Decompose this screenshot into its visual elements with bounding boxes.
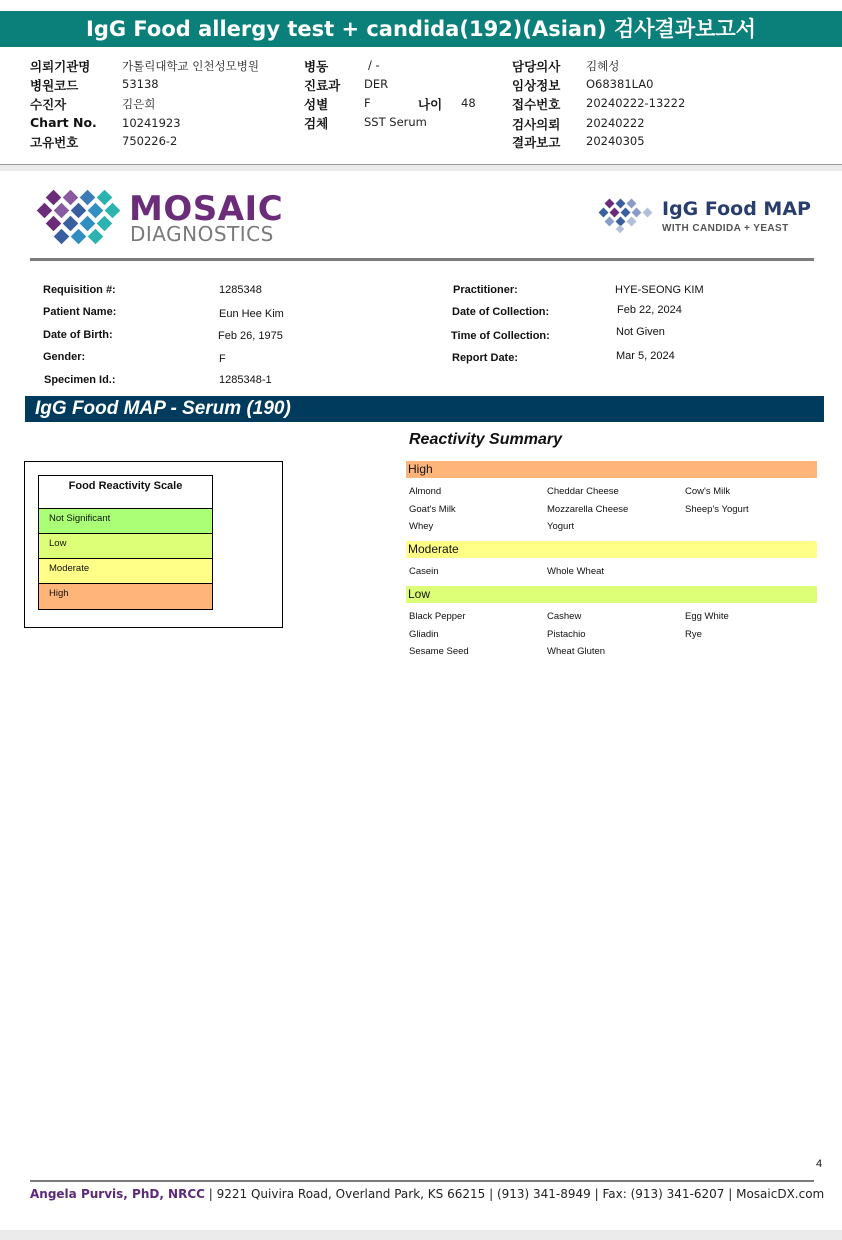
mosaic-diamond-logo-icon	[34, 190, 130, 246]
specimen-id-label: Specimen Id.:	[44, 374, 116, 386]
high-band: High	[406, 461, 817, 478]
kr-value-doctor: 김혜성	[586, 59, 620, 73]
kr-value-hospital-code: 53138	[122, 77, 159, 91]
kr-label-receipt-no: 접수번호	[512, 97, 561, 112]
food-item-low: Sesame Seed	[409, 646, 469, 657]
section-title-bar: IgG Food MAP - Serum (190)	[25, 396, 824, 422]
gender-label: Gender:	[43, 351, 86, 363]
kr-label-doctor: 담당의사	[512, 59, 561, 74]
kr-value-receipt-no: 20240222-13222	[586, 96, 686, 110]
candida-yeast-logo-text: WITH CANDIDA + YEAST	[662, 223, 789, 234]
moderate-band: Moderate	[406, 541, 817, 558]
kr-value-report-date: 20240305	[586, 134, 645, 148]
collection-time-value: Not Given	[616, 326, 665, 338]
collection-date-label: Date of Collection:	[452, 306, 550, 318]
kr-label-department: 진료과	[304, 78, 341, 93]
food-item-high: Goat's Milk	[409, 504, 456, 515]
food-item-low: Pistachio	[547, 629, 586, 640]
food-item-high: Cheddar Cheese	[547, 486, 619, 497]
kr-value-unique-no: 750226-2	[122, 134, 178, 148]
kr-label-institution: 의뢰기관명	[30, 59, 91, 74]
gender-value: F	[219, 353, 226, 365]
page-bottom-band	[0, 1230, 842, 1240]
kr-label-ward: 병동	[304, 59, 329, 74]
practitioner-label: Practitioner:	[453, 284, 518, 296]
food-item-low: Gliadin	[409, 629, 439, 640]
header-rule	[30, 258, 814, 261]
page-number: 4	[816, 1158, 823, 1170]
patient-name-label: Patient Name:	[43, 306, 117, 318]
kr-label-specimen: 검체	[304, 116, 329, 131]
kr-value-request-date: 20240222	[586, 116, 645, 130]
footer-contact	[30, 1187, 825, 1201]
food-item-moderate: Casein	[409, 566, 439, 577]
igg-diamond-logo-icon	[596, 198, 658, 234]
kr-label-unique-no: 고유번호	[30, 135, 79, 150]
diagnostics-logo-text: DIAGNOSTICS	[130, 222, 274, 246]
food-item-low: Rye	[685, 629, 702, 640]
mosaic-logo-text: MOSAIC	[129, 189, 284, 229]
reactivity-scale-table	[38, 475, 213, 610]
food-item-low: Wheat Gluten	[547, 646, 606, 657]
kr-value-patient: 김은희	[122, 97, 156, 111]
kr-value-age: 48	[461, 96, 476, 110]
report-date-value: Mar 5, 2024	[616, 350, 675, 362]
dob-value: Feb 26, 1975	[218, 330, 283, 342]
kr-label-patient: 수진자	[30, 97, 67, 112]
report-title: IgG Food allergy test + candida(192)(Asian) 검사결과보고서	[0, 11, 842, 47]
food-item-high: Cow's Milk	[685, 486, 731, 497]
kr-value-clinical-info: O68381LA0	[586, 77, 654, 91]
igg-food-map-logo-text: IgG Food MAP	[662, 198, 811, 220]
kr-label-age: 나이	[418, 97, 443, 112]
page-gap-band	[0, 165, 842, 171]
requisition-label: Requisition #:	[43, 284, 116, 296]
practitioner-value: HYE-SEONG KIM	[615, 284, 704, 296]
kr-info-block	[0, 52, 842, 164]
food-item-high: Mozzarella Cheese	[547, 504, 629, 515]
kr-label-request-date: 검사의뢰	[512, 117, 561, 132]
footer-address: | 9221 Quivira Road, Overland Park, KS 66215 | (913) 341-8949 | Fax: (913) 341-6207 | MosaicDX.com	[204, 1187, 825, 1201]
food-item-high: Yogurt	[547, 521, 575, 532]
food-item-low: Egg White	[685, 611, 729, 622]
footer-rule	[30, 1180, 814, 1182]
kr-label-hospital-code: 병원코드	[30, 78, 79, 93]
kr-value-department: DER	[364, 77, 389, 91]
food-item-high: Sheep's Yogurt	[685, 504, 749, 515]
footer-lab-director: Angela Purvis, PhD, NRCC	[30, 1187, 205, 1201]
kr-value-sex: F	[364, 96, 371, 110]
reactivity-summary-title: Reactivity Summary	[409, 431, 562, 448]
scale-low: Low	[39, 534, 212, 559]
scale-moderate: Moderate	[39, 559, 212, 584]
kr-value-institution: 가톨릭대학교 인천성모병원	[122, 59, 259, 73]
specimen-id-value: 1285348-1	[219, 374, 272, 386]
low-band: Low	[406, 586, 817, 603]
collection-date-value: Feb 22, 2024	[617, 304, 682, 316]
patient-name-value: Eun Hee Kim	[219, 308, 284, 320]
requisition-value: 1285348	[219, 284, 262, 296]
food-item-moderate: Whole Wheat	[547, 566, 605, 577]
kr-label-chart-no: Chart No.	[30, 115, 97, 130]
scale-not-significant: Not Significant	[39, 509, 212, 534]
report-date-label: Report Date:	[452, 352, 519, 364]
kr-label-report-date: 결과보고	[512, 135, 561, 150]
kr-label-clinical-info: 임상정보	[512, 78, 561, 93]
kr-label-sex: 성별	[304, 97, 329, 112]
food-item-low: Black Pepper	[409, 611, 466, 622]
kr-value-specimen: SST Serum	[364, 115, 427, 129]
dob-label: Date of Birth:	[43, 329, 113, 341]
food-item-high: Almond	[409, 486, 442, 497]
kr-value-ward: / -	[368, 58, 380, 72]
food-item-high: Whey	[409, 521, 434, 532]
kr-value-chart-no: 10241923	[122, 116, 181, 130]
collection-time-label: Time of Collection:	[451, 330, 550, 342]
scale-high: High	[39, 584, 212, 609]
scale-title: Food Reactivity Scale	[39, 476, 212, 509]
food-item-low: Cashew	[547, 611, 582, 622]
